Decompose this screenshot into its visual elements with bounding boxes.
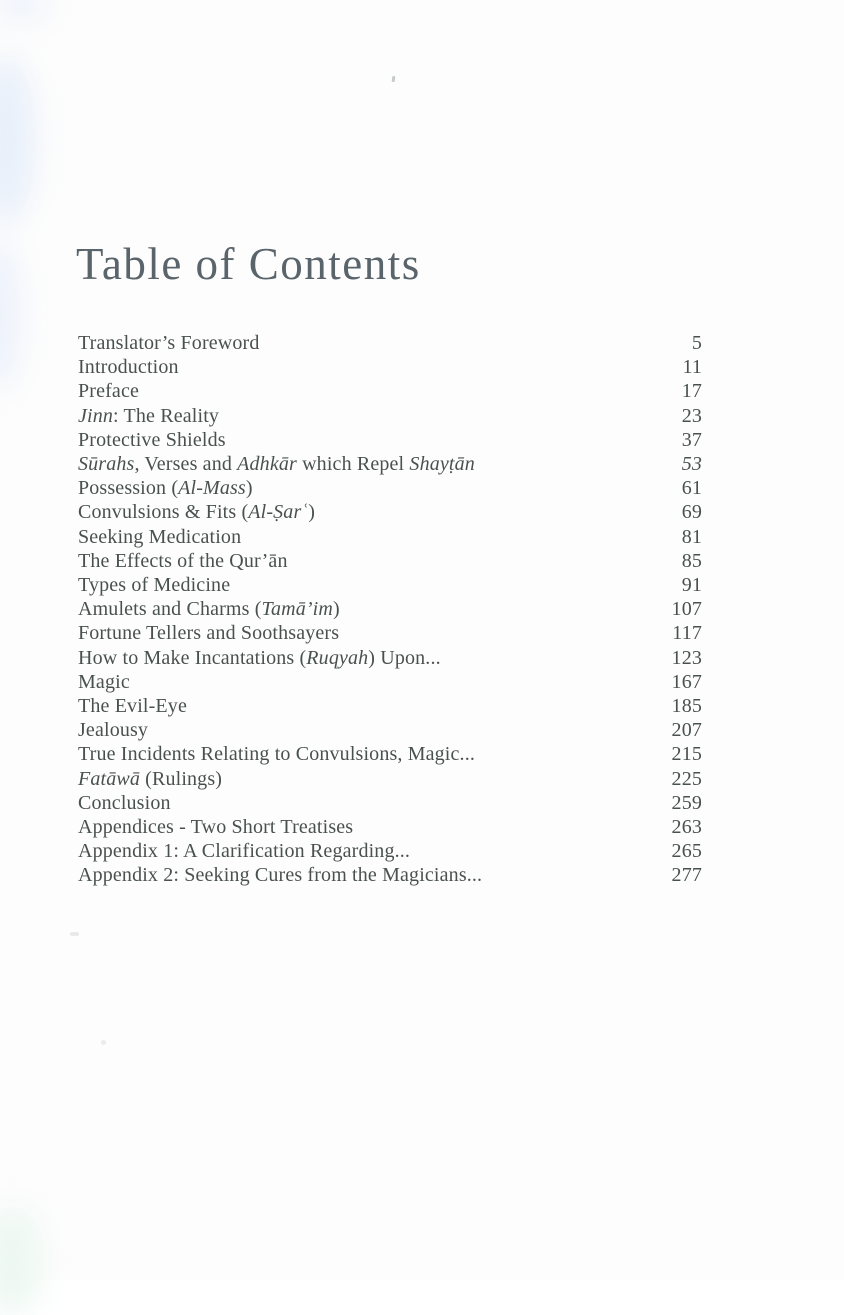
toc-entry-page-number: 23 bbox=[681, 404, 702, 427]
toc-entry bbox=[78, 331, 702, 355]
toc-entry bbox=[78, 525, 702, 549]
page-title: Table of Contents bbox=[76, 239, 421, 289]
toc-entry-page-number: 91 bbox=[681, 574, 702, 597]
scan-wash-left-upper bbox=[0, 55, 36, 225]
toc-entry-title: Preface bbox=[78, 380, 140, 403]
toc-entry bbox=[78, 379, 702, 403]
toc-entry-page-number: 167 bbox=[671, 670, 702, 693]
toc-entry-title: Jealousy bbox=[78, 719, 149, 742]
toc-entry-title: Appendix 1: A Clarification Regarding... bbox=[78, 840, 411, 863]
toc-entry-title: Amulets and Charms (Tamā’im) bbox=[78, 598, 340, 621]
toc-entry-title: The Evil-Eye bbox=[78, 695, 187, 718]
toc-entry-page-number: 117 bbox=[672, 622, 702, 645]
toc-entry-title: Fatāwā (Rulings) bbox=[78, 767, 223, 790]
toc-entry bbox=[78, 621, 702, 645]
scan-speck bbox=[392, 76, 396, 82]
toc-entry-page-number: 123 bbox=[671, 646, 702, 669]
toc-entry-title: True Incidents Relating to Convulsions, Magic... bbox=[78, 743, 475, 766]
scan-wash-top-corner bbox=[0, 0, 50, 20]
toc-entry bbox=[78, 500, 702, 524]
toc-entry bbox=[78, 791, 702, 815]
toc-entry bbox=[78, 694, 702, 718]
toc-entry-title: Protective Shields bbox=[78, 428, 226, 451]
toc-entry-title: Seeking Medication bbox=[78, 525, 242, 548]
toc-entry-page-number: 185 bbox=[671, 695, 702, 718]
toc-entry-title: The Effects of the Qur’ān bbox=[78, 549, 288, 572]
toc-entry-title: Jinn: The Reality bbox=[78, 404, 220, 427]
toc-entry-page-number: 107 bbox=[671, 598, 702, 621]
toc-entry-page-number: 17 bbox=[681, 380, 702, 403]
toc-entry bbox=[78, 670, 702, 694]
toc-entry-page-number: 5 bbox=[691, 332, 702, 354]
toc-entry-title: Translator’s Foreword bbox=[78, 332, 260, 354]
toc-entry bbox=[78, 742, 702, 766]
toc-entry-title: Introduction bbox=[78, 356, 179, 379]
toc-entry-page-number: 225 bbox=[671, 767, 702, 790]
toc-entry bbox=[78, 549, 702, 573]
toc-entry bbox=[78, 573, 702, 597]
toc-entry-page-number: 215 bbox=[671, 743, 702, 766]
toc-entry-page-number: 37 bbox=[681, 428, 702, 451]
toc-entry bbox=[78, 355, 702, 379]
toc-entry bbox=[78, 476, 702, 500]
toc-entry-page-number: 277 bbox=[671, 864, 702, 887]
toc-entry-title: Conclusion bbox=[78, 791, 171, 814]
toc-entry-page-number: 263 bbox=[671, 816, 702, 839]
toc-entry bbox=[78, 404, 702, 428]
toc-entry bbox=[78, 767, 702, 791]
toc-entry bbox=[78, 428, 702, 452]
scan-wash-bottom-left bbox=[0, 1205, 44, 1315]
toc-entry-page-number: 207 bbox=[671, 719, 702, 742]
toc-entry-page-number: 265 bbox=[671, 840, 702, 863]
toc-entry-title: Appendices - Two Short Treatises bbox=[78, 816, 354, 839]
toc-entry-page-number: 61 bbox=[681, 477, 702, 500]
toc-entry-title: Types of Medicine bbox=[78, 574, 231, 597]
toc-list bbox=[78, 331, 702, 888]
toc-entry-title: Convulsions & Fits (Al-Ṣarʿ) bbox=[78, 501, 316, 524]
toc-entry-title: Fortune Tellers and Soothsayers bbox=[78, 622, 340, 645]
toc-entry-title: Sūrahs, Verses and Adhkār which Repel Shayṭān bbox=[78, 453, 475, 476]
toc-entry-page-number: 259 bbox=[671, 791, 702, 814]
toc-entry-page-number: 81 bbox=[681, 525, 702, 548]
toc-entry-title: Magic bbox=[78, 670, 130, 693]
toc-entry bbox=[78, 815, 702, 839]
toc-entry bbox=[78, 597, 702, 621]
toc-entry-page-number: 85 bbox=[681, 549, 702, 572]
scan-speck bbox=[101, 1040, 106, 1045]
toc-entry bbox=[78, 646, 702, 670]
toc-entry-page-number: 53 bbox=[681, 453, 702, 476]
toc-entry bbox=[78, 863, 702, 887]
toc-entry-title: Possession (Al-Mass) bbox=[78, 477, 253, 500]
toc-entry-page-number: 69 bbox=[681, 501, 702, 524]
toc-entry bbox=[78, 839, 702, 863]
toc-entry-title: Appendix 2: Seeking Cures from the Magicians... bbox=[78, 864, 483, 887]
scan-speck bbox=[70, 932, 79, 936]
toc-entry-page-number: 11 bbox=[682, 356, 702, 379]
toc-entry bbox=[78, 452, 702, 476]
toc-entry-title: How to Make Incantations (Ruqyah) Upon... bbox=[78, 646, 441, 669]
scan-wash-left-mid bbox=[0, 240, 22, 390]
toc-entry bbox=[78, 718, 702, 742]
